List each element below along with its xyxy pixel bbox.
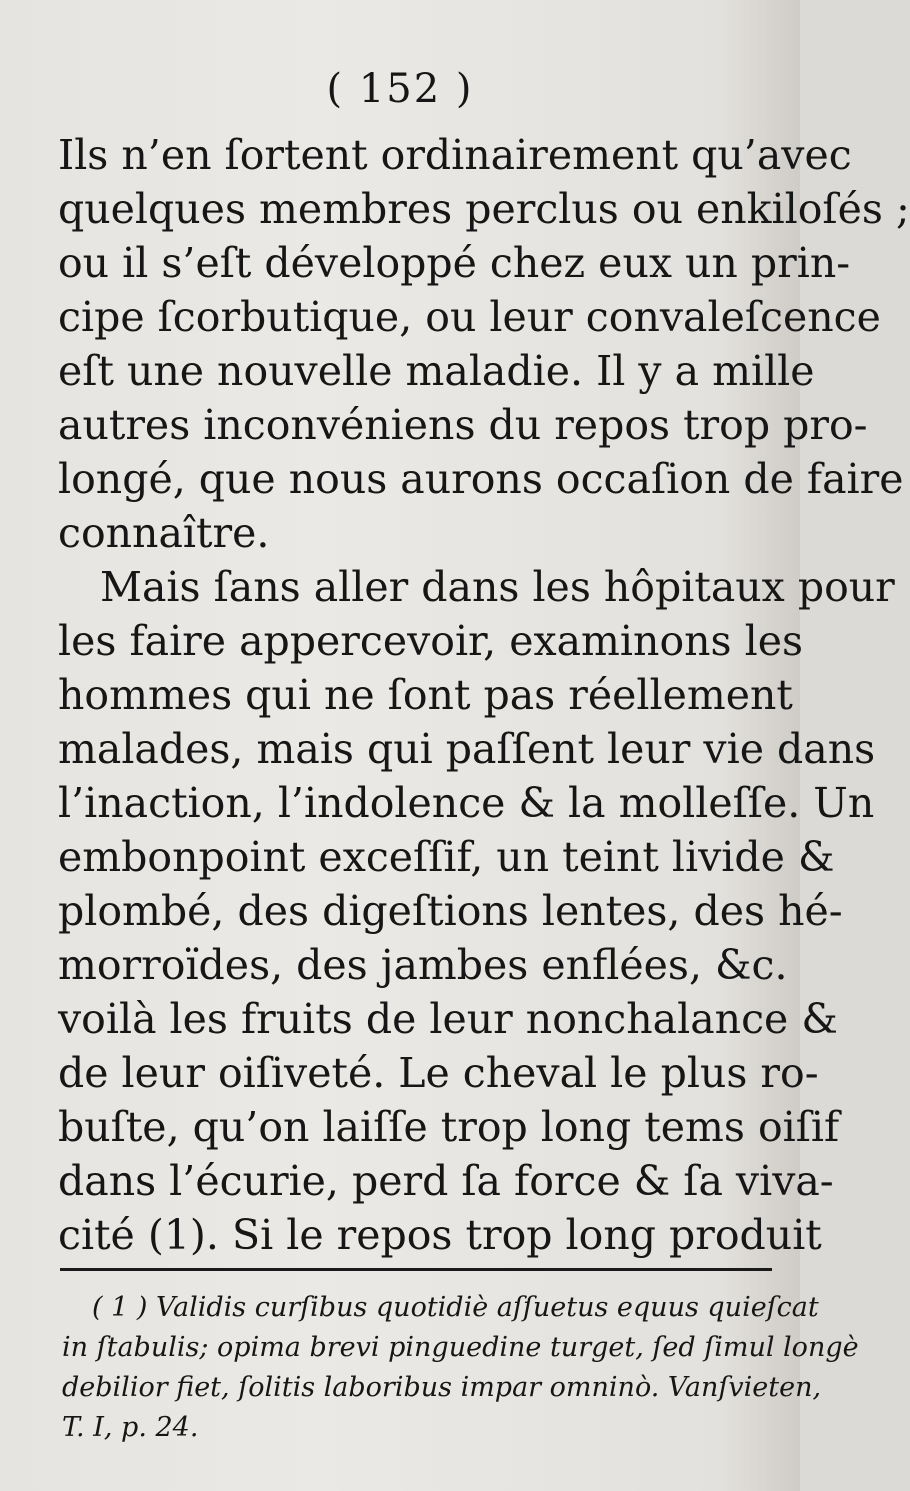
footnote-rule bbox=[60, 1268, 772, 1271]
body-line-17: voilà les fruits de leur nonchalance & bbox=[58, 995, 838, 1043]
footnote-line-3: debilior fiet, ſolitis laboribus impar omninò. Vanſvieten, bbox=[62, 1372, 822, 1403]
body-line-13: l’inaction, l’indolence & la molleſſe. Un bbox=[58, 779, 875, 827]
body-line-19: buſte, qu’on laiſſe trop long tems oiſif bbox=[58, 1103, 840, 1151]
body-line-16: morroïdes, des jambes enflées, &c. bbox=[58, 941, 788, 989]
body-line-8: connaître. bbox=[58, 509, 270, 557]
body-line-11: hommes qui ne ſont pas réellement bbox=[58, 671, 793, 719]
body-line-10: les faire appercevoir, examinons les bbox=[58, 617, 804, 665]
body-line-12: malades, mais qui paſſent leur vie dans bbox=[58, 725, 876, 773]
body-line-4: cipe ſcorbutique, ou leur convaleſcence bbox=[58, 293, 881, 341]
body-line-1: Ils n’en ſortent ordinairement qu’avec bbox=[58, 131, 852, 179]
body-line-20: dans l’écurie, perd ſa force & ſa viva- bbox=[58, 1157, 834, 1205]
body-line-15: plombé, des digeſtions lentes, des hé- bbox=[58, 887, 843, 935]
footnote-line-1: ( 1 ) Validis curſibus quotidiè aſſuetus equus quieſcat bbox=[92, 1292, 819, 1323]
body-line-9: Mais ſans aller dans les hôpitaux pour bbox=[100, 563, 895, 611]
body-line-14: embonpoint exceſſif, un teint livide & bbox=[58, 833, 835, 881]
body-line-5: eſt une nouvelle maladie. Il y a mille bbox=[58, 347, 815, 395]
body-line-3: ou il s’eſt développé chez eux un prin- bbox=[58, 239, 851, 287]
body-line-6: autres inconvéniens du repos trop pro- bbox=[58, 401, 868, 449]
body-line-21: cité (1). Si le repos trop long produit bbox=[58, 1211, 822, 1259]
body-line-7: longé, que nous aurons occaſion de faire bbox=[58, 455, 904, 503]
body-line-18: de leur oiſiveté. Le cheval le plus ro- bbox=[58, 1049, 819, 1097]
footnote-line-2: in ſtabulis; opima brevi pinguedine turget, ſed ſimul longè bbox=[62, 1332, 859, 1363]
footnote-line-4: T. I, p. 24. bbox=[62, 1412, 199, 1443]
page-number: ( 152 ) bbox=[326, 66, 474, 112]
body-line-2: quelques membres perclus ou enkiloſés ; bbox=[58, 185, 910, 233]
